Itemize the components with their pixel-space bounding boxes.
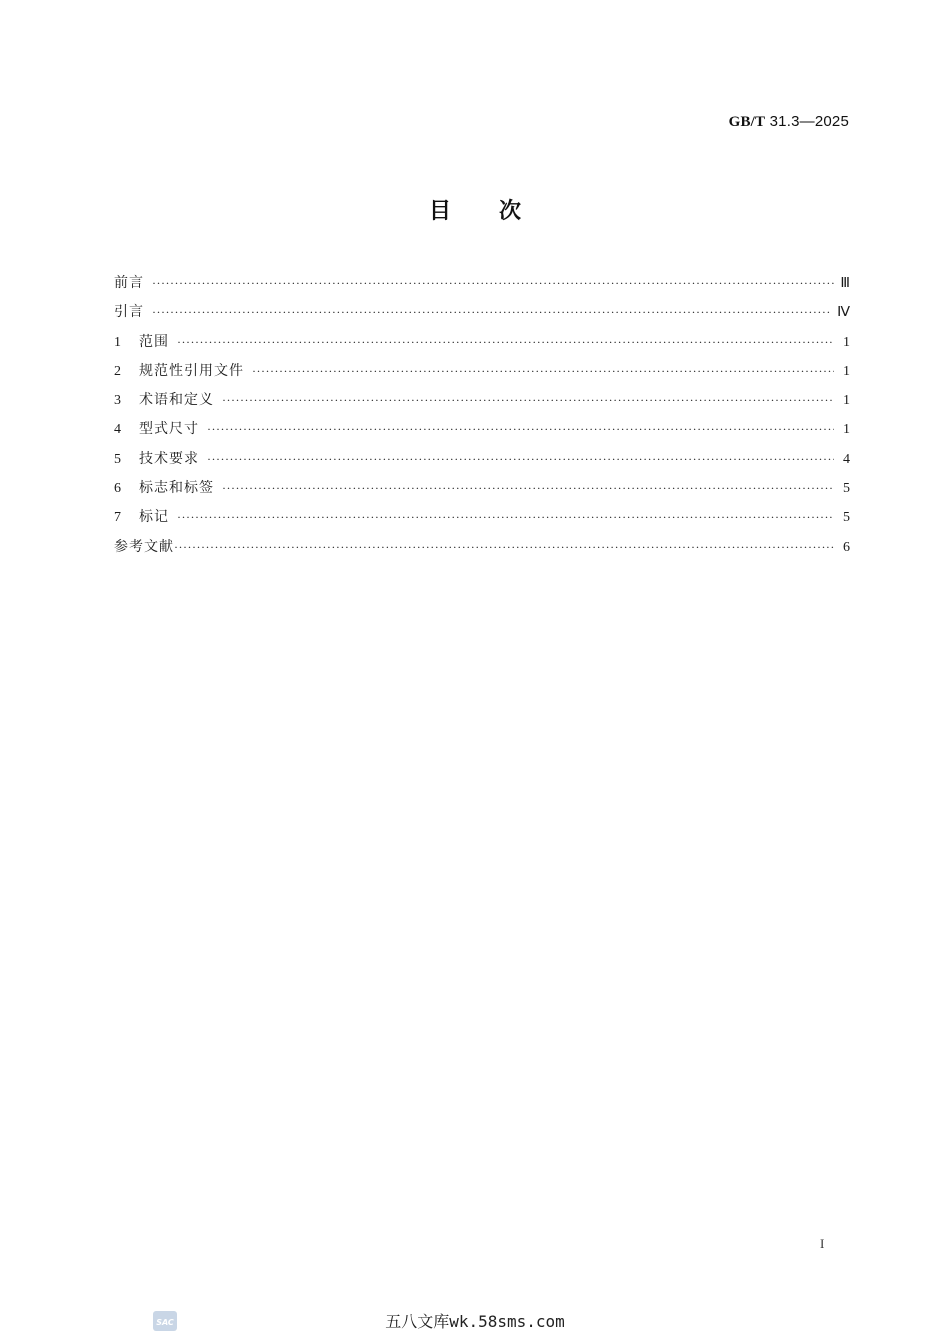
toc-entry-page: 6 xyxy=(843,539,850,555)
toc-leader xyxy=(174,540,834,555)
toc-entry-label: 标记 xyxy=(139,509,169,526)
toc-entry-label: 引言 xyxy=(114,304,144,321)
watermark: 五八文库wk.58sms.com xyxy=(385,1312,565,1331)
toc-entry-foreword[interactable] xyxy=(114,272,850,301)
standard-number: 31.3—2025 xyxy=(769,113,849,130)
toc-leader xyxy=(152,276,834,291)
toc-entry-label: 前言 xyxy=(114,275,144,291)
toc-entry-number: 2 xyxy=(114,363,121,379)
toc-entry-page: Ⅲ xyxy=(840,276,850,291)
page-number: I xyxy=(820,1236,825,1251)
toc-entry-introduction[interactable] xyxy=(114,301,850,330)
toc-entry-page: 5 xyxy=(843,481,850,497)
toc-entry-type-dimensions[interactable] xyxy=(114,418,850,447)
toc-entry-terms-definitions[interactable] xyxy=(114,389,850,418)
toc-leader xyxy=(177,335,834,350)
toc-leader xyxy=(207,452,834,467)
toc-entry-marks-labels[interactable] xyxy=(114,477,850,506)
toc-entry-number: 7 xyxy=(114,510,121,526)
toc-entry-label: 技术要求 xyxy=(139,450,199,467)
toc-entry-page: 1 xyxy=(843,334,850,350)
toc-leader xyxy=(177,510,834,525)
toc-entry-page: Ⅳ xyxy=(837,305,850,321)
toc-entry-page: 1 xyxy=(843,422,850,438)
toc-leader xyxy=(222,393,834,408)
toc-list xyxy=(114,272,850,565)
toc-leader xyxy=(222,481,834,496)
standard-prefix: GB/T xyxy=(728,114,766,130)
standard-code xyxy=(729,113,849,131)
toc-entry-page: 1 xyxy=(843,363,850,379)
toc-leader xyxy=(152,305,831,320)
toc-entry-label: 参考文献 xyxy=(114,538,174,555)
toc-entry-bibliography[interactable] xyxy=(114,536,850,565)
toc-entry-technical-requirements[interactable] xyxy=(114,448,850,477)
toc-entry-label: 标志和标签 xyxy=(139,480,214,497)
toc-title-char-1: 目 xyxy=(428,199,451,224)
toc-entry-number: 6 xyxy=(114,481,121,497)
toc-entry-label: 术语和定义 xyxy=(139,392,214,409)
logo-text: SAC xyxy=(156,1318,174,1327)
toc-entry-label: 型式尺寸 xyxy=(139,421,199,438)
toc-leader xyxy=(252,364,834,379)
toc-entry-number: 4 xyxy=(114,422,121,438)
toc-entry-number: 1 xyxy=(114,334,121,350)
toc-entry-marking[interactable] xyxy=(114,506,850,535)
toc-entry-page: 5 xyxy=(843,510,850,526)
toc-title xyxy=(0,194,950,225)
toc-entry-normative-references[interactable] xyxy=(114,360,850,389)
toc-leader xyxy=(207,422,834,437)
toc-entry-scope[interactable] xyxy=(114,331,850,360)
toc-entry-number: 5 xyxy=(114,451,121,467)
toc-entry-label: 范围 xyxy=(139,333,169,350)
toc-entry-page: 4 xyxy=(843,451,850,467)
toc-entry-label: 规范性引用文件 xyxy=(139,362,244,379)
toc-title-char-2: 次 xyxy=(499,199,522,224)
toc-entry-page: 1 xyxy=(843,393,850,409)
toc-entry-number: 3 xyxy=(114,393,121,409)
